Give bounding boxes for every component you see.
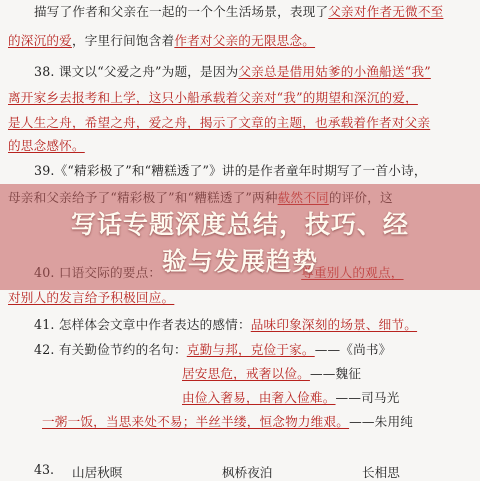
- text-line: 描写了作者和父亲在一起的一个个生活场景，表现了父亲对作者无微不至: [34, 4, 444, 19]
- text-line: 是人生之舟，希望之舟，爱之舟，揭示了文章的主题，也承载着作者对父亲: [8, 115, 431, 130]
- text-line: 一粥一饭，当思来处不易；半丝半缕，恒念物力维艰。——朱用纯: [42, 414, 414, 429]
- poem-number: 43.: [34, 462, 55, 477]
- text-line: 42. 有关勤俭节约的名句：克勤与邦，克俭于家。——《尚书》: [34, 342, 392, 357]
- text-line: 的思念感怀。: [8, 138, 85, 153]
- banner-title-line-1: 写话专题深度总结，技巧、经: [70, 210, 409, 239]
- text-line: 39.《“精彩极了”和“糟糕透了”》讲的是作者童年时期写了一首小诗，: [34, 163, 427, 178]
- text-line: 38. 课文以“父爱之舟”为题，是因为父亲总是借用姑爹的小渔船送“我”: [34, 64, 431, 79]
- text-line: 离开家乡去报考和上学，这只小船承载着父亲对“我”的期望和深沉的爱，: [8, 90, 418, 105]
- banner-title-line-2: 验与发展趋势: [161, 247, 318, 276]
- text-line: 的深沉的爱，字里行间饱含着作者对父亲的无限思念。: [8, 33, 316, 48]
- text-line: 对别人的发言给予积极回应。: [8, 290, 175, 305]
- poem-title: 枫桥夜泊: [222, 465, 273, 480]
- text-line: 41. 怎样体会文章中作者表达的感情：品味印象深刻的场景、细节。: [34, 317, 418, 332]
- text-line: 由俭入奢易，由奢入俭难。——司马光: [182, 390, 400, 405]
- text-line: 居安思危，戒奢以俭。——魏征: [182, 366, 362, 381]
- poem-title: 山居秋暝: [72, 465, 123, 480]
- poem-title: 长相思: [362, 465, 400, 480]
